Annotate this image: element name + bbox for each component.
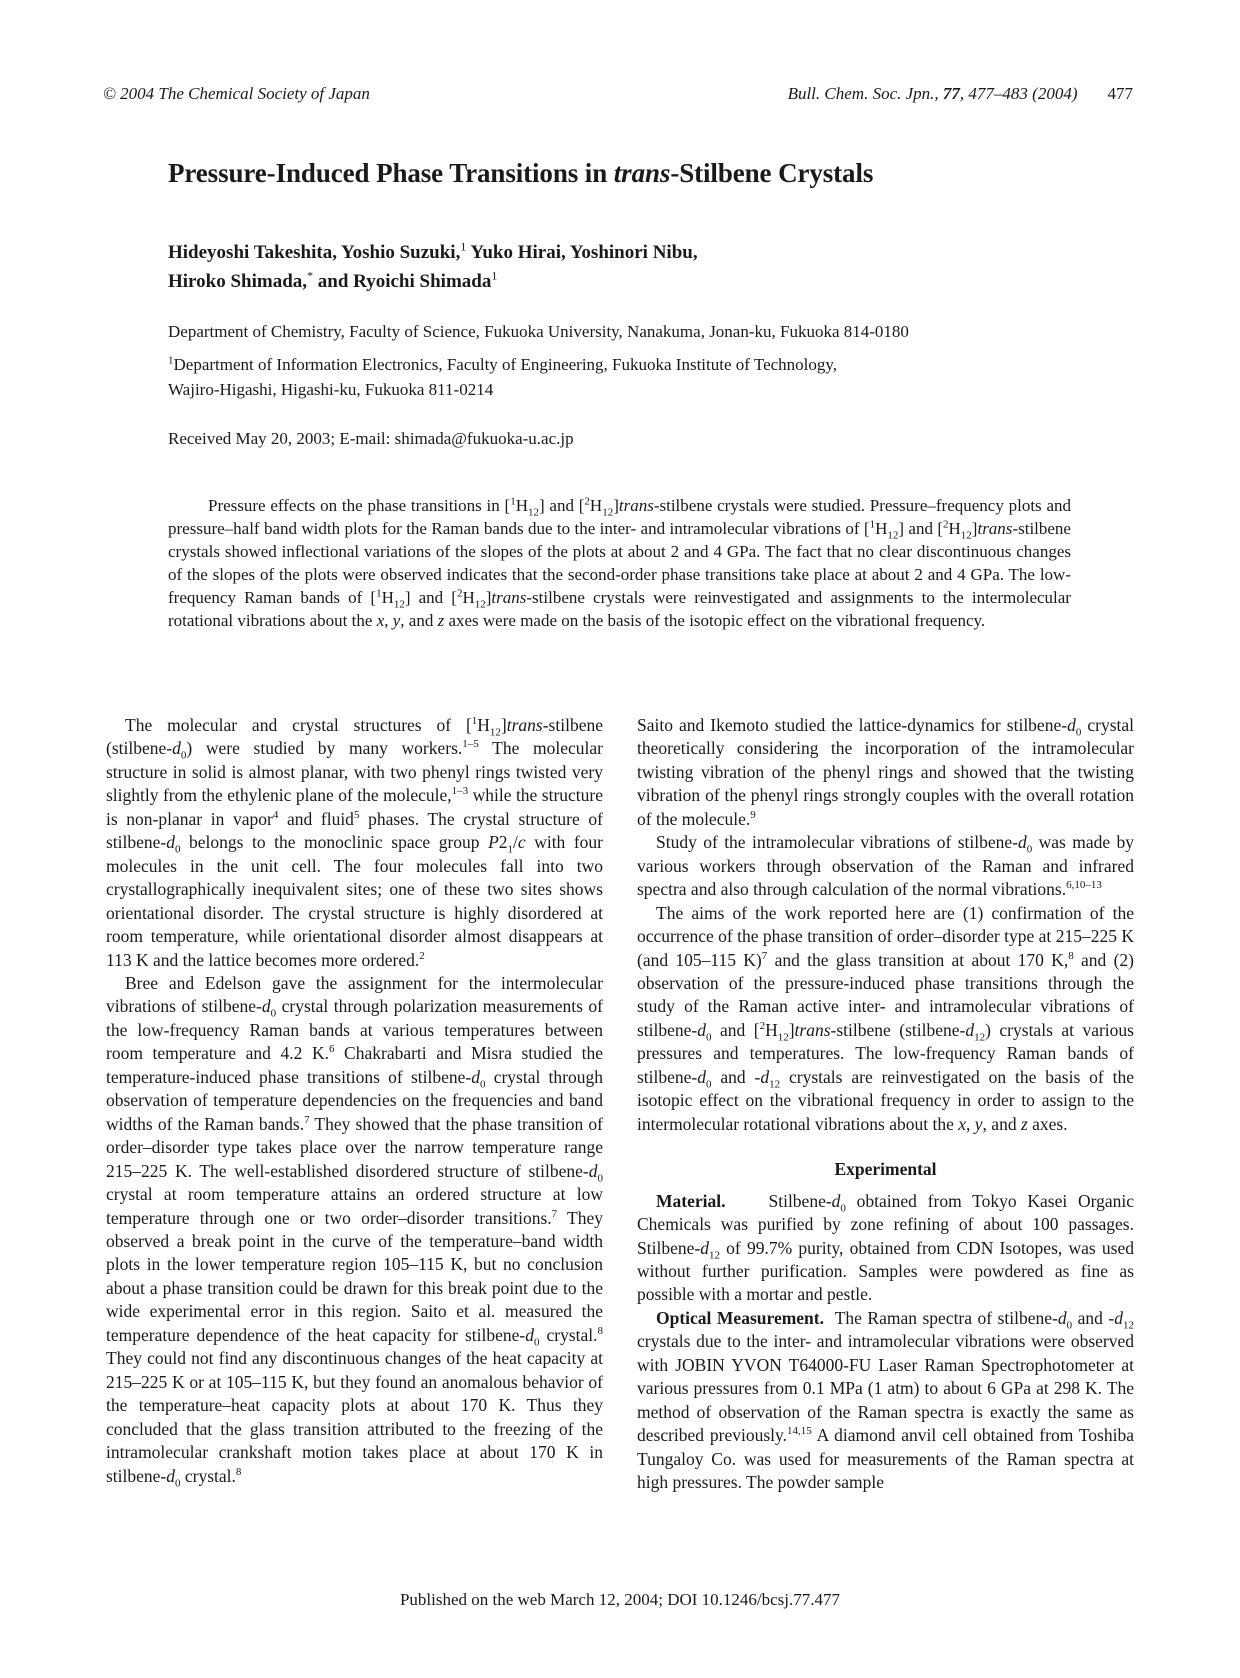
paragraph: The aims of the work reported here are (1) confirmation of the occurrence of the phase transition of order–disorder type at 215–225 K (and 105–115 K)$^7$ and the glass transition at about 170 K,$^8$ and (2) observation of the pressure-induced phase transitions through the study of the Raman active inter- and intramolecular vibrations of stilbene-$d_0$ and $[^2H_{12}]trans$-stilbene $(stilbene-d_{12})$ crystals at various pressures and temperatures. The low-frequency Raman bands of stilbene-$d_0$ and $-d_{12}$ crystals are reinvestigated on the basis of the isotopic effect on the vibrational frequency in order to assign to the intermolecular rotational vibrations about the x, y, and z axes. [637,902,1134,1134]
page-number: 477 [1107,84,1133,103]
article-title: Pressure-Induced Phase Transitions in trans-Stilbene Crystals [168,158,874,188]
journal-citation [788,84,1133,104]
right-column [637,714,1134,1495]
journal-volume: 77 [942,84,960,103]
journal-prefix: Bull. Chem. Soc. Jpn., [787,84,943,103]
paragraph: Material. Stilbene-$d_0$ obtained from Tokyo Kasei Organic Chemicals was purified by zone refining of about 100 passages. Stilbene-$d_{12}$ of 99.7% purity, obtained from CDN Isotopes, was used without further purification. Samples were powdered as fine as possible with a mortar and pestle. [637,1190,1134,1305]
abstract: Pressure effects on the phase transitions in $[^1H_{12}]$ and $[^2H_{12}]trans$-stilbene crystals were studied. Pressure–frequency plots and pressure–half band width plots for the Raman bands due to the inter- and intramolecular vibrations of $[^1H_{12}]$ and $[^2H_{12}]trans$-stilbene crystals showed inflectional variations of the slopes of the plots at about 2 and 4 GPa. The fact that no clear discontinuous changes of the slopes of the plots were observed indicates that the second-order phase transitions take place at about 2 and 4 GPa. The low-frequency Raman bands of $[^1H_{12}]$ and $[^2H_{12}]trans$-stilbene crystals were reinvestigated and assignments to the intermolecular rotational vibrations about the x, y, and z axes were made on the basis of the isotopic effect on the vibrational frequency. [168,495,1071,630]
run-in-heading: Optical Measurement. [656,1307,824,1328]
section-heading-experimental: Experimental [834,1159,937,1180]
paragraph: The molecular and crystal structures of $[^1H_{12}]trans$-stilbene $(stilbene-d_0)$ were studied by many workers.$^{1-5}$ The molecular structure in solid is almost planar, with two phenyl rings twisted very slightly from the ethylenic plane of the molecule,$^{1-3}$ while the structure is non-planar in vapor$^4$ and fluid$^5$ phases. The crystal structure of stilbene-$d_0$ belongs to the monoclinic space group $P2_1/c$ with four molecules in the unit cell. The four molecules fall into two crystallographically inequivalent sites; one of these two sites shows orientational disorder. The crystal structure is highly disordered at room temperature, while orientational disorder almost disappears at 113 K and the lattice becomes more ordered.$^2$ [106,715,604,970]
paragraph: Optical Measurement. The Raman spectra of stilbene-$d_0$ and $-d_{12}$ crystals due to the inter- and intramolecular vibrations were observed with JOBIN YVON T64000-FU Laser Raman Spectrophotometer at various pressures from 0.1 MPa (1 atm) to about 6 GPa at 298 K. The method of observation of the Raman spectra is exactly the same as described previously.$^{14,15}$ A diamond anvil cell obtained from Toshiba Tungaloy Co. was used for measurements of the Raman spectra at high pressures. The powder sample [637,1307,1134,1493]
paragraph: Bree and Edelson gave the assignment for the intermolecular vibrations of stilbene-$d_0$ crystal through polarization measurements of the low-frequency Raman bands at various temperatures between room temperature and 4.2 K.$^6$ Chakrabarti and Misra studied the temperature-induced phase transitions of stilbene-$d_0$ crystal through observation of temperature dependencies on the frequencies and band widths of the Raman bands.$^7$ They showed that the phase transition of order–disorder type takes place over the narrow temperature range 215–225 K. The well-established disordered structure of stilbene-$d_0$ crystal at room temperature attains an ordered structure at low temperature through one or two order–disorder transitions.$^7$ They observed a break point in the curve of the temperature–band width plots in the lower temperature region 105–115 K, but no conclusion about a phase transition could be drawn for this break point due to the wide experimental error in this region. Saito et al. measured the temperature dependence of the heat capacity for stilbene-$d_0$ crystal.$^8$ They could not find any discontinuous changes of the heat capacity at 215–225 K or at 105–115 K, but they found an anomalous behavior of the temperature–heat capacity plots at about 170 K. Thus they concluded that the glass transition attributed to the freezing of the intramolecular crankshaft motion takes place at about 170 K in stilbene-$d_0$ crystal.$^8$ [106,972,603,1489]
left-column [106,714,603,1488]
author-list: Hideyoshi Takeshita, Yoshio Suzuki,$^1$ Yuko Hirai, Yoshinori Nibu, Hiroko Shimada,* and Ryoichi Shimada$^1$ [168,239,698,292]
paragraph: Saito and Ikemoto studied the lattice-dynamics for stilbene-$d_0$ crystal theoretically considering the incorporation of the intramolecular twisting vibration of the phenyl rings and showed that the twisting vibration of the phenyl rings strongly couples with the overall rotation of the molecule.$^9$ [637,715,1134,829]
paragraph: Study of the intramolecular vibrations of stilbene-$d_0$ was made by various workers through observation of the Raman and infrared spectra and also through calculation of the normal vibrations.$^{6,10-13}$ [637,832,1134,900]
copyright-line: © 2004 The Chemical Society of Japan [103,84,370,103]
received-line: Received May 20, 2003; E-mail: shimada@fukuoka-u.ac.jp [168,429,574,448]
journal-pages-year: , 477–483 (2004) [959,84,1078,103]
run-in-heading: Material. [656,1190,726,1211]
affiliation-second: $^1$Department of Information Electronics, Faculty of Engineering, Fukuoka Institute of Technology, Wajiro-Higashi, Higashi-ku, Fukuoka 811-0214 [168,354,838,399]
affiliation-main: Department of Chemistry, Faculty of Science, Fukuoka University, Nanakuma, Jonan-ku, Fukuoka 814-0180 [168,322,909,341]
publication-footer: Published on the web March 12, 2004; DOI 10.1246/bcsj.77.477 [399,1590,841,1609]
